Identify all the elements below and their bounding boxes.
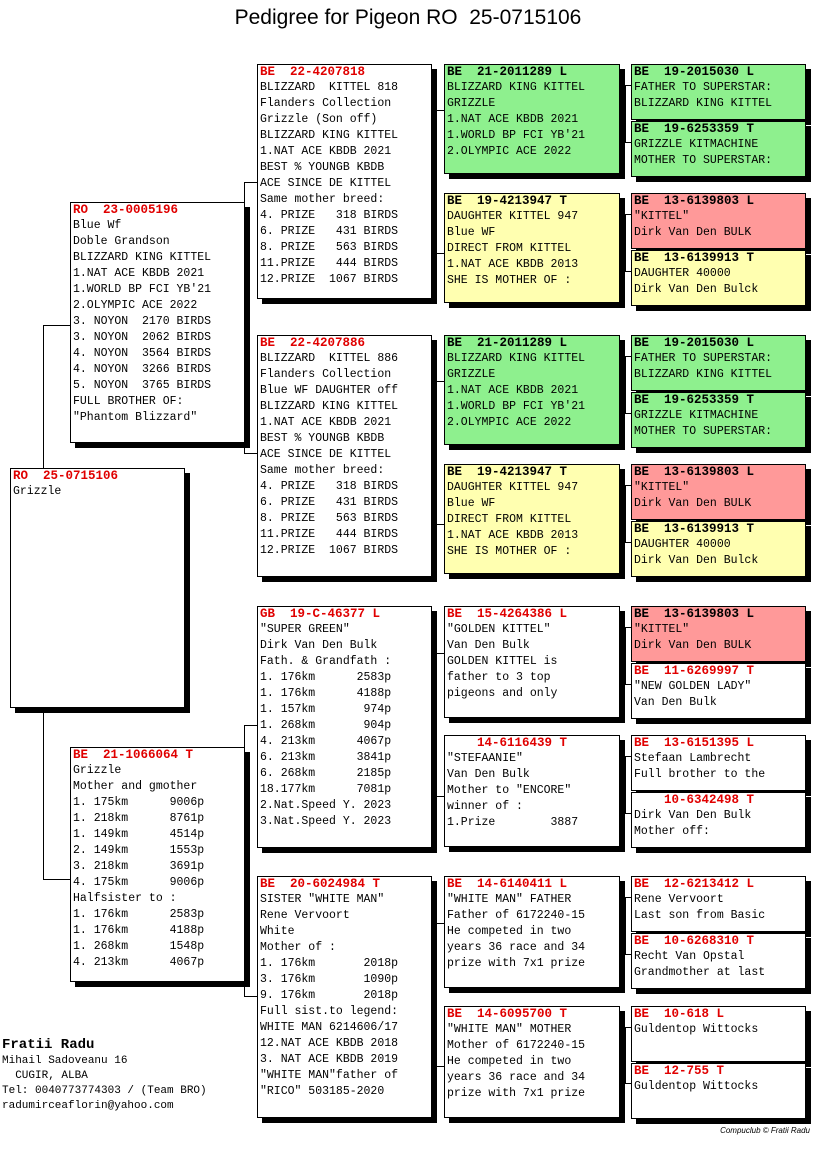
pigeon-info-line: 2.OLYMPIC ACE 2022: [447, 416, 572, 429]
pigeon-info-line: Flanders Collection: [260, 97, 392, 110]
pigeon-info-line: 3. 176km 1090p: [260, 973, 399, 986]
ring-number: BE 22-4207818: [260, 65, 366, 79]
pigeon-info-line: He competed in two: [447, 1055, 572, 1068]
pigeon-info-line: 8. PRIZE 563 BIRDS: [260, 512, 399, 525]
pigeon-info-line: 4. NOYON 3266 BIRDS: [73, 363, 212, 376]
pigeon-info-line: Last son from Basic: [634, 909, 766, 922]
pigeon-info-line: 12.PRIZE 1067 BIRDS: [260, 544, 399, 557]
pigeon-card-ssds[interactable]: [631, 193, 806, 249]
pigeon-info-line: "RICO" 503185-2020: [260, 1085, 385, 1098]
pigeon-info-line: "NEW GOLDEN LADY": [634, 680, 752, 693]
pigeon-card-sds[interactable]: [444, 335, 620, 445]
pigeon-info-line: ACE SINCE DE KITTEL: [260, 448, 392, 461]
connector-line: [436, 110, 437, 254]
pigeon-info-line: Flanders Collection: [260, 368, 392, 381]
pigeon-info-line: FATHER TO SUPERSTAR:: [634, 352, 773, 365]
ring-number: BE 13-6151395 L: [634, 736, 755, 750]
ring-number: BE 15-4264386 L: [447, 607, 568, 621]
pigeon-info-line: "KITTEL": [634, 623, 690, 636]
pigeon-info-line: GOLDEN KITTEL is: [447, 655, 558, 668]
pigeon-card-ddds[interactable]: [631, 1006, 806, 1062]
connector-line: [244, 725, 258, 726]
pigeon-info-line: 12.NAT ACE KBDB 2018: [260, 1037, 399, 1050]
ring-number: BE 12-6213412 L: [634, 877, 755, 891]
pigeon-card-dds[interactable]: [444, 876, 620, 988]
pigeon-info-line: DAUGHTER 40000: [634, 267, 731, 280]
pigeon-info-line: Mother of :: [260, 941, 336, 954]
pigeon-info-line: 6. PRIZE 431 BIRDS: [260, 496, 399, 509]
ring-number: BE 10-6268310 T: [634, 934, 755, 948]
ring-number: BE 19-6253359 T: [634, 393, 755, 407]
pigeon-info-line: "WHITE MAN"father of: [260, 1069, 399, 1082]
pigeon-info-line: 6. 213km 3841p: [260, 751, 392, 764]
connector-line: [436, 923, 437, 1067]
pigeon-info-line: SHE IS MOTHER OF :: [447, 545, 572, 558]
ring-number: BE 21-2011289 L: [447, 336, 568, 350]
owner-name: Fratii Radu: [2, 1037, 95, 1053]
pigeon-info-line: MOTHER TO SUPERSTAR:: [634, 425, 773, 438]
ring-number: BE 13-6139803 L: [634, 465, 755, 479]
pigeon-card-dam[interactable]: [70, 747, 245, 982]
owner-address-city: CUGIR, ALBA: [2, 1070, 88, 1082]
pigeon-info-line: GRIZZLE: [447, 368, 496, 381]
owner-info: [2, 1036, 207, 1114]
pigeon-info-line: 6. PRIZE 431 BIRDS: [260, 225, 399, 238]
pigeon-info-line: Grizzle: [73, 764, 122, 777]
pigeon-info-line: Van Den Bulk: [447, 639, 530, 652]
connector-line: [625, 214, 626, 272]
pigeon-info-line: 1.NAT ACE KBDB 2021: [447, 113, 579, 126]
pigeon-info-line: Rene Vervoort: [634, 893, 724, 906]
pigeon-info-line: Van Den Bulk: [634, 696, 717, 709]
pigeon-info-line: 5. NOYON 3765 BIRDS: [73, 379, 212, 392]
pigeon-card-dsdd[interactable]: [631, 792, 806, 848]
pigeon-info-line: 3.Nat.Speed Y. 2023: [260, 815, 392, 828]
pigeon-info-line: 2. 149km 1553p: [73, 844, 205, 857]
pigeon-info-line: "GOLDEN KITTEL": [447, 623, 551, 636]
pigeon-info-line: Blue Wf: [73, 219, 122, 232]
pigeon-info-line: 1.NAT ACE KBDB 2021: [447, 384, 579, 397]
pigeon-info-line: Grizzle: [13, 485, 62, 498]
pigeon-info-line: GRIZZLE: [447, 97, 496, 110]
ring-number: GB 19-C-46377 L: [260, 607, 381, 621]
pigeon-info-line: BEST % YOUNGB KBDB: [260, 432, 385, 445]
pigeon-info-line: BLIZZARD KING KITTEL: [634, 97, 773, 110]
pigeon-info-line: 1. 176km 4188p: [260, 687, 392, 700]
pigeon-info-line: 1.NAT ACE KBDB 2021: [260, 416, 392, 429]
ring-number: BE 12-755 T: [634, 1064, 725, 1078]
pigeon-info-line: Dirk Van Den Bulck: [634, 554, 759, 567]
connector-line: [625, 356, 626, 414]
ring-number: BE 13-6139803 L: [634, 607, 755, 621]
pigeon-info-line: "KITTEL": [634, 210, 690, 223]
pigeon-info-line: BLIZZARD KITTEL 818: [260, 81, 399, 94]
pigeon-info-line: Recht Van Opstal: [634, 950, 745, 963]
pigeon-info-line: 2.Nat.Speed Y. 2023: [260, 799, 392, 812]
pigeon-info-line: 1. 218km 8761p: [73, 812, 205, 825]
pigeon-card-sdsd[interactable]: [631, 392, 806, 448]
pigeon-info-line: DAUGHTER 40000: [634, 538, 731, 551]
pigeon-info-line: Blue WF DAUGHTER off: [260, 384, 399, 397]
pigeon-info-line: Mother of 6172240-15: [447, 1039, 586, 1052]
pigeon-info-line: BLIZZARD KING KITTEL: [260, 400, 399, 413]
pigeon-card-dsss[interactable]: [631, 606, 806, 662]
pigeon-card-dsd[interactable]: [444, 735, 620, 847]
ring-number: BE 20-6024984 T: [260, 877, 381, 891]
pigeon-card-sire[interactable]: [70, 202, 245, 443]
ring-number: BE 19-4213947 T: [447, 465, 568, 479]
pigeon-info-line: Dirk Van Den Bulk: [634, 809, 752, 822]
pigeon-info-line: GRIZZLE KITMACHINE: [634, 409, 759, 422]
pigeon-info-line: Fath. & Grandfath :: [260, 655, 392, 668]
pigeon-info-line: Dirk Van Den Bulck: [634, 283, 759, 296]
ring-number: 14-6116439 T: [447, 736, 568, 750]
copyright-text: Compuclub © Fratii Radu: [720, 1126, 810, 1135]
pigeon-info-line: Guldentop Wittocks: [634, 1080, 759, 1093]
pigeon-info-line: GRIZZLE KITMACHINE: [634, 138, 759, 151]
connector-line: [43, 708, 44, 880]
pigeon-info-line: Dirk Van Den BULK: [634, 639, 752, 652]
pigeon-info-line: 1. 268km 904p: [260, 719, 392, 732]
pigeon-info-line: 2.OLYMPIC ACE 2022: [447, 145, 572, 158]
pigeon-info-line: BLIZZARD KING KITTEL: [260, 129, 399, 142]
pigeon-info-line: DIRECT FROM KITTEL: [447, 242, 572, 255]
connector-line: [625, 485, 626, 543]
pigeon-info-line: 11.PRIZE 444 BIRDS: [260, 528, 399, 541]
pigeon-info-line: pigeons and only: [447, 687, 558, 700]
pigeon-info-line: BLIZZARD KITTEL 886: [260, 352, 399, 365]
pigeon-info-line: 4. 213km 4067p: [260, 735, 392, 748]
pigeon-card-sire-sire[interactable]: [257, 64, 432, 299]
pigeon-info-line: 1.NAT ACE KBDB 2021: [260, 145, 392, 158]
owner-address-street: Mihail Sadoveanu 16: [2, 1055, 128, 1067]
pigeon-info-line: 11.PRIZE 444 BIRDS: [260, 257, 399, 270]
pigeon-info-line: 1.NAT ACE KBDB 2021: [73, 267, 205, 280]
pigeon-info-line: Blue WF: [447, 497, 496, 510]
pigeon-info-line: "WHITE MAN" FATHER: [447, 893, 572, 906]
pigeon-card-sss[interactable]: [444, 64, 620, 174]
pigeon-card-sdss[interactable]: [631, 335, 806, 391]
pigeon-card-dam-dam[interactable]: [257, 876, 432, 1118]
pigeon-card-dss[interactable]: [444, 606, 620, 718]
pigeon-info-line: 1. 176km 4188p: [73, 924, 205, 937]
pigeon-card-dssd[interactable]: [631, 663, 806, 719]
pigeon-info-line: 1. 157km 974p: [260, 703, 392, 716]
pigeon-info-line: 1.WORLD BP FCI YB'21: [447, 129, 586, 142]
pigeon-info-line: 3. NAT ACE KBDB 2019: [260, 1053, 399, 1066]
pigeon-info-line: Same mother breed:: [260, 193, 385, 206]
ring-number: BE 14-6140411 L: [447, 877, 568, 891]
pigeon-card-sdd[interactable]: [444, 464, 620, 574]
pigeon-info-line: Halfsister to :: [73, 892, 177, 905]
pigeon-info-line: 1. 176km 2583p: [260, 671, 392, 684]
pigeon-info-line: 3. NOYON 2170 BIRDS: [73, 315, 212, 328]
pigeon-info-line: 4. 213km 4067p: [73, 956, 205, 969]
pigeon-card-dddd[interactable]: [631, 1063, 806, 1119]
pigeon-info-line: MOTHER TO SUPERSTAR:: [634, 154, 773, 167]
pigeon-info-line: Father of 6172240-15: [447, 909, 586, 922]
pigeon-info-line: 1.Prize 3887: [447, 816, 579, 829]
pigeon-info-line: FULL BROTHER OF:: [73, 395, 184, 408]
pigeon-card-ssd[interactable]: [444, 193, 620, 303]
owner-phone: Tel: 0040773774303 / (Team BRO): [2, 1085, 207, 1097]
page-title: Pedigree for Pigeon RO 25-0715106: [234, 6, 582, 29]
connector-line: [436, 653, 437, 797]
connector-line: [625, 85, 626, 143]
connector-line: [625, 756, 626, 814]
pigeon-info-line: "Phantom Blizzard": [73, 411, 198, 424]
pigeon-info-line: Doble Grandson: [73, 235, 170, 248]
pigeon-info-line: 4. 175km 9006p: [73, 876, 205, 889]
pigeon-info-line: Dirk Van Den Bulk: [260, 639, 378, 652]
pigeon-info-line: Van Den Bulk: [447, 768, 530, 781]
pigeon-info-line: Mother and gmother: [73, 780, 198, 793]
pigeon-card-sddd[interactable]: [631, 521, 806, 577]
ring-number: BE 19-4213947 T: [447, 194, 568, 208]
connector-line: [244, 996, 258, 997]
ring-number: BE 13-6139803 L: [634, 194, 755, 208]
pigeon-card-subject[interactable]: [10, 468, 185, 708]
pigeon-card-ddss[interactable]: [631, 876, 806, 932]
pigeon-info-line: "STEFAANIE": [447, 752, 523, 765]
pigeon-card-dam-sire[interactable]: [257, 606, 432, 848]
pigeon-info-line: father to 3 top: [447, 671, 551, 684]
pigeon-info-line: White: [260, 925, 295, 938]
pigeon-info-line: BLIZZARD KING KITTEL: [73, 251, 212, 264]
pigeon-info-line: 12.PRIZE 1067 BIRDS: [260, 273, 399, 286]
pigeon-info-line: SISTER "WHITE MAN": [260, 893, 385, 906]
pigeon-info-line: 4. PRIZE 318 BIRDS: [260, 480, 399, 493]
pigeon-info-line: 1.WORLD BP FCI YB'21: [73, 283, 212, 296]
pigeon-info-line: prize with 7x1 prize: [447, 957, 586, 970]
pigeon-info-line: 1.NAT ACE KBDB 2013: [447, 529, 579, 542]
pigeon-info-line: BLIZZARD KING KITTEL: [447, 81, 586, 94]
pigeon-info-line: Dirk Van Den BULK: [634, 497, 752, 510]
pigeon-info-line: 18.177km 7081p: [260, 783, 392, 796]
pigeon-card-sssd[interactable]: [631, 121, 806, 177]
pigeon-info-line: Full brother to the: [634, 768, 766, 781]
connector-line: [244, 182, 258, 183]
connector-line: [436, 381, 437, 525]
pigeon-info-line: Full sist.to legend:: [260, 1005, 399, 1018]
pigeon-card-sdds[interactable]: [631, 464, 806, 520]
pigeon-info-line: 4. PRIZE 318 BIRDS: [260, 209, 399, 222]
ring-number: BE 21-2011289 L: [447, 65, 568, 79]
pigeon-info-line: DAUGHTER KITTEL 947: [447, 481, 579, 494]
pigeon-info-line: 1.NAT ACE KBDB 2013: [447, 258, 579, 271]
ring-number: BE 14-6095700 T: [447, 1007, 568, 1021]
ring-number: BE 13-6139913 T: [634, 251, 755, 265]
pigeon-info-line: Stefaan Lambrecht: [634, 752, 752, 765]
owner-email[interactable]: radumirceaflorin@yahoo.com: [2, 1100, 174, 1112]
pigeon-info-line: 1. 176km 2018p: [260, 957, 399, 970]
pigeon-info-line: years 36 race and 34: [447, 1071, 586, 1084]
pigeon-info-line: Grandmother at last: [634, 966, 766, 979]
connector-line: [625, 897, 626, 955]
pigeon-info-line: years 36 race and 34: [447, 941, 586, 954]
pigeon-info-line: 1. 149km 4514p: [73, 828, 205, 841]
pigeon-info-line: FATHER TO SUPERSTAR:: [634, 81, 773, 94]
pigeon-info-line: 4. NOYON 3564 BIRDS: [73, 347, 212, 360]
ring-number: BE 19-2015030 L: [634, 65, 755, 79]
ring-number: BE 19-6253359 T: [634, 122, 755, 136]
pigeon-info-line: "WHITE MAN" MOTHER: [447, 1023, 572, 1036]
pigeon-info-line: Guldentop Wittocks: [634, 1023, 759, 1036]
connector-line: [625, 627, 626, 685]
pigeon-info-line: 3. NOYON 2062 BIRDS: [73, 331, 212, 344]
pigeon-info-line: BLIZZARD KING KITTEL: [447, 352, 586, 365]
pigeon-info-line: Blue WF: [447, 226, 496, 239]
pigeon-info-line: 1. 175km 9006p: [73, 796, 205, 809]
pigeon-info-line: DAUGHTER KITTEL 947: [447, 210, 579, 223]
pigeon-info-line: Same mother breed:: [260, 464, 385, 477]
ring-number: RO 25-0715106: [13, 469, 119, 483]
pigeon-info-line: 8. PRIZE 563 BIRDS: [260, 241, 399, 254]
pigeon-info-line: Mother to "ENCORE": [447, 784, 572, 797]
pigeon-info-line: 3. 218km 3691p: [73, 860, 205, 873]
ring-number: BE 21-1066064 T: [73, 748, 194, 762]
ring-number: BE 10-618 L: [634, 1007, 725, 1021]
pigeon-info-line: Grizzle (Son off): [260, 113, 378, 126]
connector-line: [244, 453, 258, 454]
pigeon-info-line: 6. 268km 2185p: [260, 767, 392, 780]
pigeon-info-line: WHITE MAN 6214606/17: [260, 1021, 399, 1034]
pigeon-info-line: He competed in two: [447, 925, 572, 938]
pigeon-info-line: prize with 7x1 prize: [447, 1087, 586, 1100]
pigeon-info-line: Mother off:: [634, 825, 710, 838]
pigeon-info-line: 2.OLYMPIC ACE 2022: [73, 299, 198, 312]
pigeon-info-line: SHE IS MOTHER OF :: [447, 274, 572, 287]
connector-line: [43, 879, 70, 880]
ring-number: 10-6342498 T: [634, 793, 755, 807]
pigeon-card-ddd[interactable]: [444, 1006, 620, 1118]
ring-number: BE 13-6139913 T: [634, 522, 755, 536]
pigeon-info-line: BLIZZARD KING KITTEL: [634, 368, 773, 381]
connector-line: [43, 325, 70, 326]
ring-number: BE 11-6269997 T: [634, 664, 755, 678]
pigeon-info-line: 9. 176km 2018p: [260, 989, 399, 1002]
pigeon-info-line: "KITTEL": [634, 481, 690, 494]
pigeon-info-line: "SUPER GREEN": [260, 623, 350, 636]
pigeon-info-line: Rene Vervoort: [260, 909, 350, 922]
pigeon-info-line: BEST % YOUNGB KBDB: [260, 161, 385, 174]
pigeon-card-sire-dam[interactable]: [257, 335, 432, 577]
pigeon-card-ddsd[interactable]: [631, 933, 806, 989]
pigeon-info-line: 1. 176km 2583p: [73, 908, 205, 921]
pigeon-info-line: DIRECT FROM KITTEL: [447, 513, 572, 526]
pigeon-info-line: 1.WORLD BP FCI YB'21: [447, 400, 586, 413]
pigeon-card-ssss[interactable]: [631, 64, 806, 120]
ring-number: BE 22-4207886: [260, 336, 366, 350]
pigeon-info-line: 1. 268km 1548p: [73, 940, 205, 953]
pigeon-info-line: winner of :: [447, 800, 523, 813]
pigeon-card-ssdd[interactable]: [631, 250, 806, 306]
pigeon-card-dsds[interactable]: [631, 735, 806, 791]
pigeon-info-line: Dirk Van Den BULK: [634, 226, 752, 239]
ring-number: RO 23-0005196: [73, 203, 179, 217]
connector-line: [625, 1027, 626, 1084]
connector-line: [43, 325, 44, 469]
ring-number: BE 19-2015030 L: [634, 336, 755, 350]
pigeon-info-line: ACE SINCE DE KITTEL: [260, 177, 392, 190]
